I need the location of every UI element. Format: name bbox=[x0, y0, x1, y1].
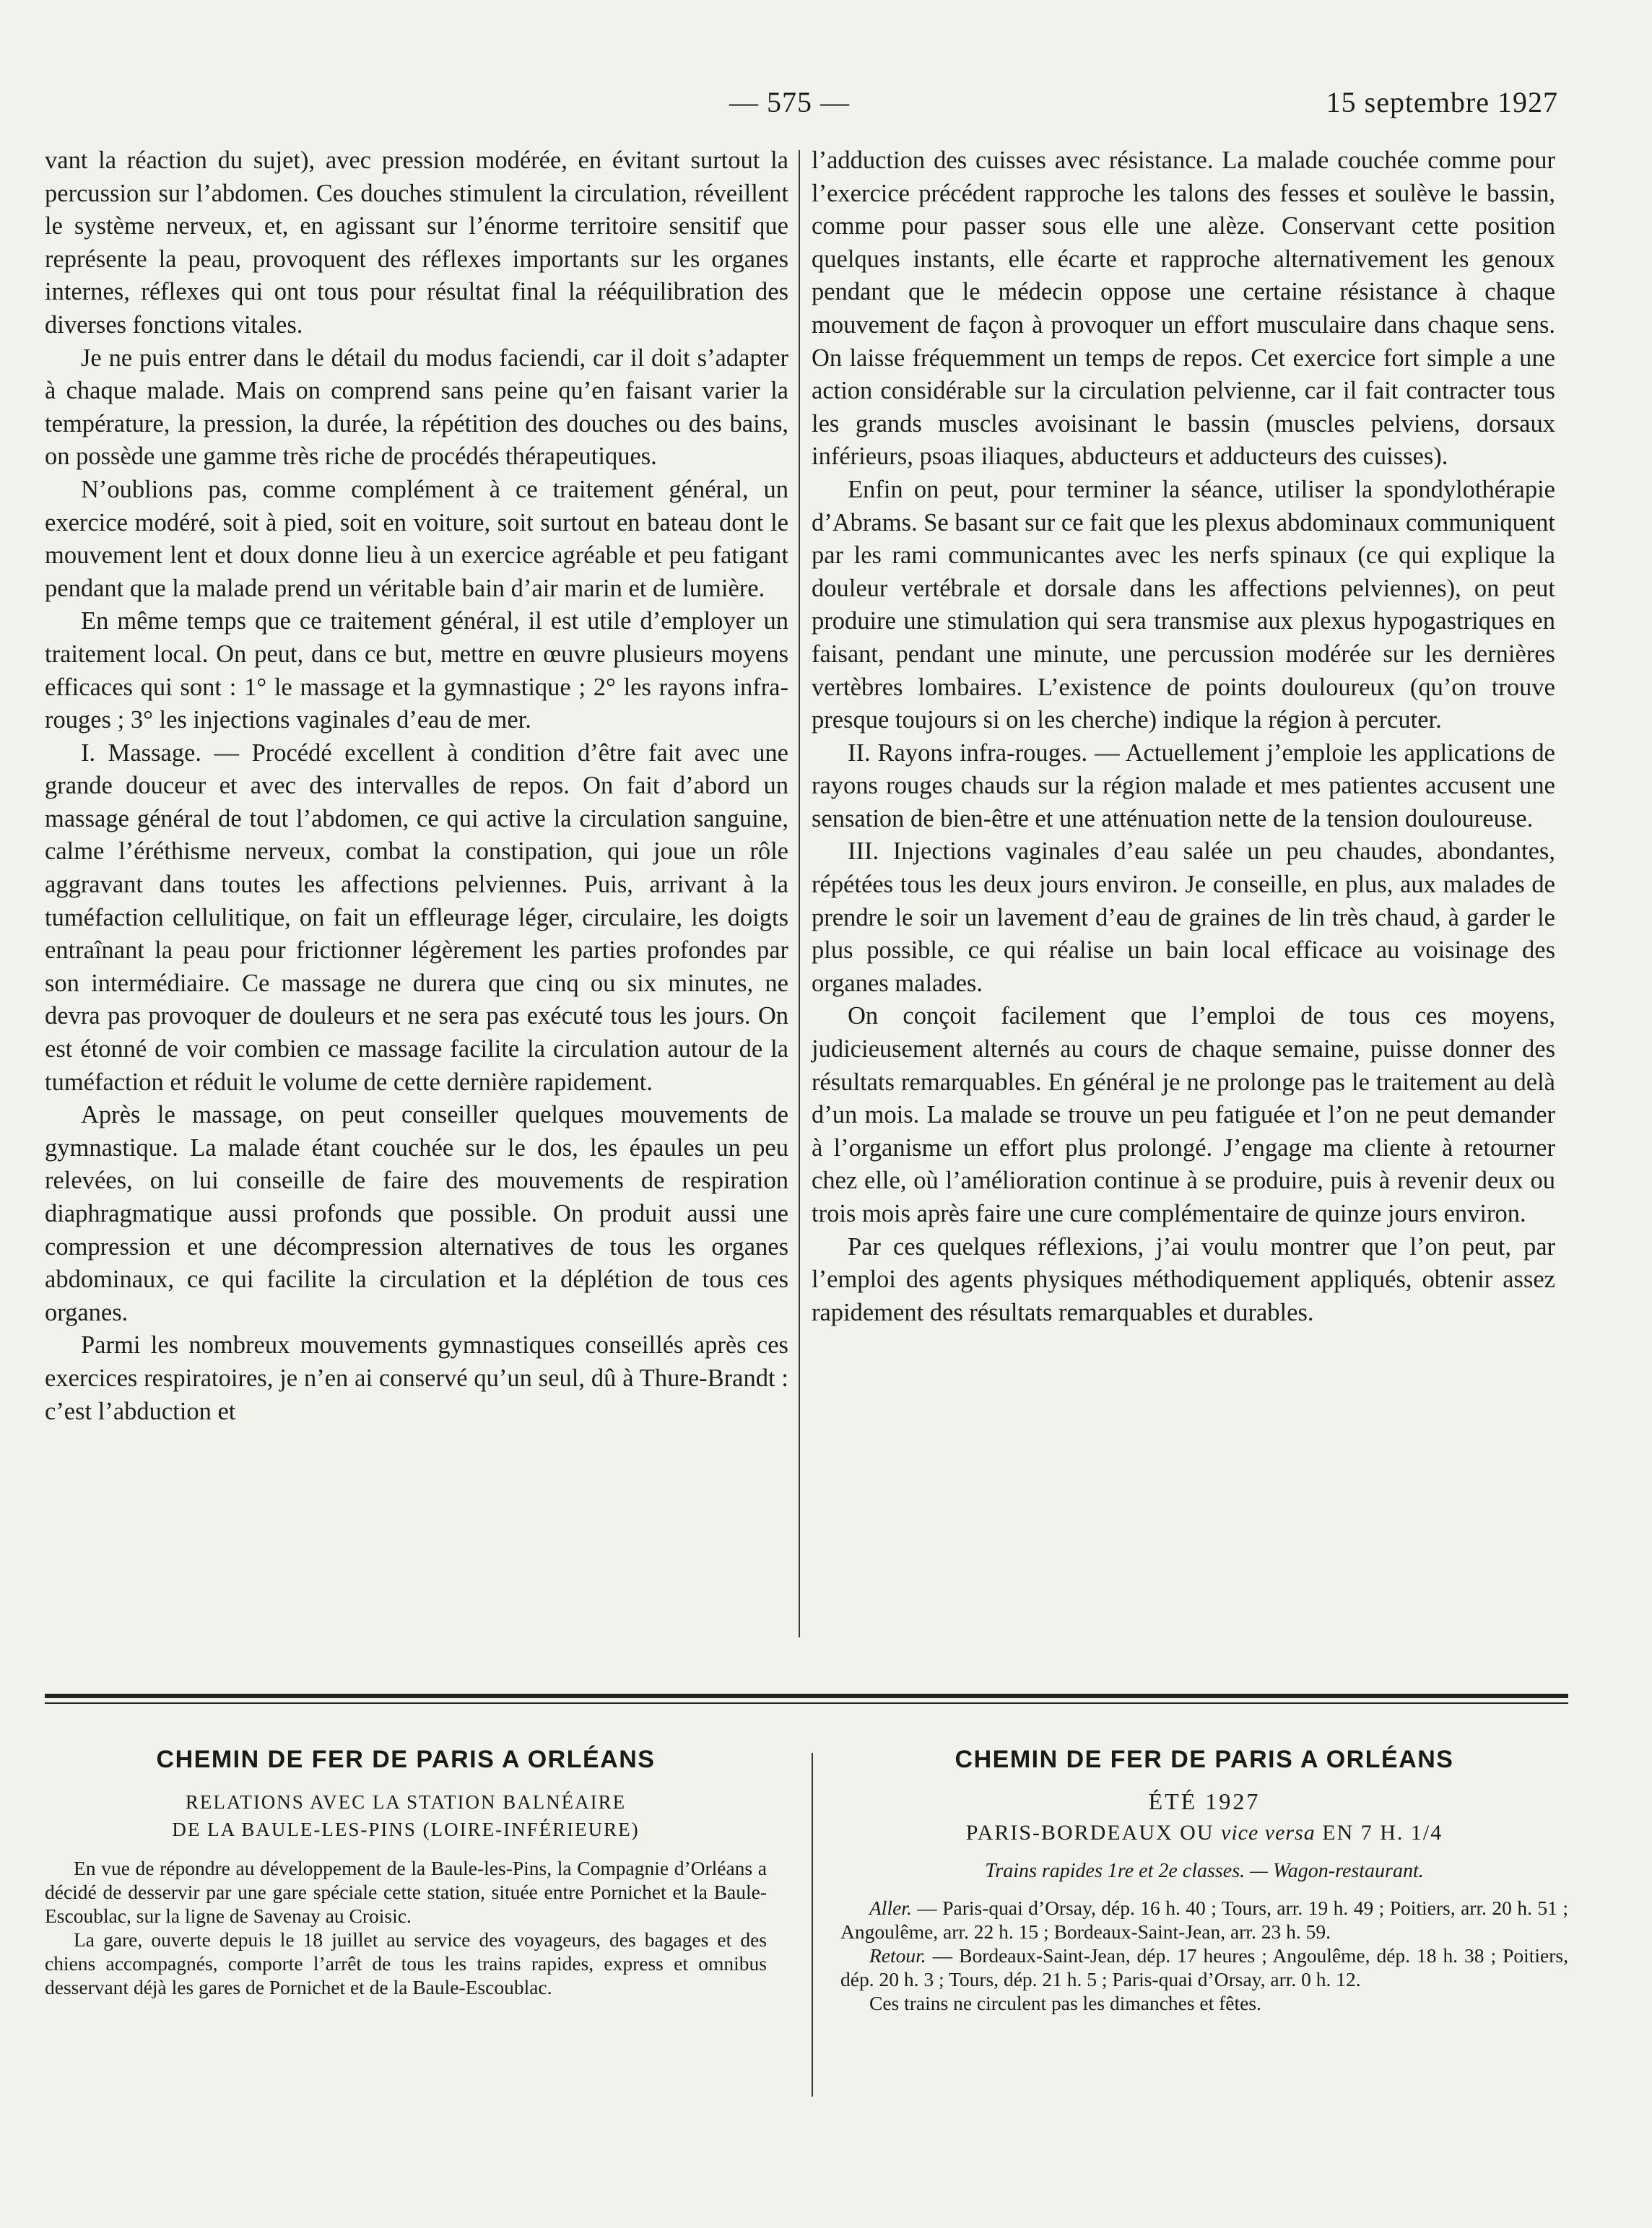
notice-subtitle-line-2: DE LA BAULE-LES-PINS (LOIRE-INFÉRIEURE) bbox=[172, 1819, 640, 1840]
paragraph: Enfin on peut, pour terminer la séance, utiliser la spondylothérapie d’Abrams. Se basant sur ce fait que les plexus abdominaux communiquent par les rami communicantes avec les nerfs spinaux (ce qui explique la douleur vertébrale et dorsale dans les affections pelviennes), on peut produire une stimulation qui sera transmise aux plexus hypogastriques en faisant, pendant une minute, une percussion modérée sur les dernières vertèbres lombaires. L’existence de points douloureux (qu’on trouve presque toujours si on les cherche) indique la région à percuter. bbox=[812, 475, 1555, 734]
route-part: EN 7 H. 1/4 bbox=[1322, 1821, 1443, 1845]
article-column-left bbox=[45, 144, 788, 1428]
paragraph: En même temps que ce traitement général, il est utile d’employer un traitement local. On peut, dans ce but, mettre en œuvre plusieurs moyens efficaces qui sont : 1° le massage et la gymnastique ; 2° les rayons infra-rouges ; 3° les injections vaginales d’eau de mer. bbox=[45, 607, 788, 734]
paragraph-massage: I. Massage. — Procédé excellent à condition d’être fait avec une grande douceur et avec des intervalles de repos. On fait d’abord un massage général de tout l’abdomen, ce qui active la circulation sanguine, calme l’éréthisme nerveux, combat la constipation, qui joue un rôle aggravant dans toutes les affections pelviennes. Puis, arrivant à la tuméfaction cellulitique, on fait un effleurage léger, circulaire, les doigts entraînant la peau pour frictionner légèrement les parties profondes par son intermédiaire. Ce massage ne durera que cinq ou six minutes, ne devra pas provoquer de douleurs et ne sera pas exécuté tous les jours. On est étonné de voir combien ce massage facilite la circulation autour de la tuméfaction et réduit le volume de cette dernière rapidement. bbox=[45, 739, 788, 1096]
page-header bbox=[0, 85, 1652, 129]
column-divider bbox=[799, 150, 800, 1637]
notice-subtitle bbox=[45, 1788, 767, 1843]
article-body bbox=[45, 144, 1568, 1646]
article-column-right bbox=[812, 144, 1555, 1329]
page-number: — 575 — bbox=[729, 86, 850, 118]
notice-paragraph: En vue de répondre au développement de la Baule-les-Pins, la Compagnie d’Orléans a décidé de desservir par une gare spéciale cette station, située entre Pornichet et la Baule-Escoublac, sur la ligne de Savenay au Croisic. bbox=[45, 1857, 767, 1927]
notice-trains: Trains rapides 1re et 2e classes. — Wagon-restaurant. bbox=[985, 1860, 1424, 1882]
paragraph: l’adduction des cuisses avec résistance. La malade couchée comme pour l’exercice précédent rapproche les talons des fesses et soulève le bassin, comme pour passer sous elle une alèze. Conservant cette position quelques instants, elle écarte et rapproche alternativement les genoux pendant que le médecin oppose une certaine résistance à chaque mouvement de façon à provoquer un effort musculaire dans chaque sens. On laisse fréquemment un temps de repos. Cet exercice fort simple a une action considérable sur la circulation pelvienne, car il fait contracter tous les grands muscles avoisinant le bassin (muscles pelviens, dorsaux inférieurs, psoas iliaques, abducteurs et adducteurs des cuisses). bbox=[812, 147, 1555, 471]
notice-note: Ces trains ne circulent pas les dimanches et fêtes. bbox=[869, 1992, 1261, 2014]
notice-route bbox=[840, 1821, 1568, 1845]
aller-times: — Paris-quai d’Orsay, dép. 16 h. 40 ; Tours, arr. 19 h. 49 ; Poitiers, arr. 20 h. 51 ; Angoulême, arr. 22 h. 15 ; Bordeaux-Saint-Jean, arr. 23 h. 59. bbox=[840, 1897, 1568, 1943]
paragraph-injections: III. Injections vaginales d’eau salée un peu chaudes, abondantes, répétées tous les deux jours environ. Je conseille, en plus, aux malades de prendre le soir un lavement d’eau de graines de lin très chaud, à garder le plus possible, ce qui réalise un bain local efficace au voisinage des organes malades. bbox=[812, 837, 1555, 997]
paragraph: vant la réaction du sujet), avec pression modérée, en évitant surtout la percussion sur l’abdomen. Ces douches stimulent la circulation, réveillent le système nerveux, et, en agissant sur l’énorme territoire sensitif que représente la peau, provoquent des réflexes importants sur les organes internes, réflexes qui ont tous pour résultat final la rééquilibration des diverses fonctions vitales. bbox=[45, 147, 788, 339]
aller-label: Aller. bbox=[869, 1897, 912, 1919]
notice-subtitle-line-1: RELATIONS AVEC LA STATION BALNÉAIRE bbox=[185, 1791, 627, 1813]
notice-aller bbox=[840, 1896, 1568, 1944]
railway-notice-baule bbox=[45, 1746, 767, 1999]
notice-title: CHEMIN DE FER DE PARIS A ORLÉANS bbox=[955, 1746, 1454, 1773]
paragraph: Après le massage, on peut conseiller quelques mouvements de gymnastique. La malade étant couchée sur le dos, les épaules un peu relevées, on lui conseille de faire des mouvements de respiration diaphragmatique aussi profonds que possible. On produit aussi une compression et une décompression alternatives de tous les organes abdominaux, ce qui facilite la circulation et la déplétion de tous ces organes. bbox=[45, 1101, 788, 1326]
paragraph-infrared: II. Rayons infra-rouges. — Actuellement j’emploie les applications de rayons rouges chauds sur la région malade et mes patientes accusent une sensation de bien-être et une atténuation nette de la tension douloureuse. bbox=[812, 739, 1555, 832]
notice-divider bbox=[812, 1753, 813, 2097]
notice-paragraph: La gare, ouverte depuis le 18 juillet au service des voyageurs, des bagages et des chiens accompagnés, comporte l’arrêt de tous les trains rapides, express et omnibus desservant déjà les gares de Pornichet et de la Baule-Escoublac. bbox=[45, 1928, 767, 1998]
page-date: 15 septembre 1927 bbox=[1326, 86, 1558, 118]
route-part: PARIS-BORDEAUX OU bbox=[965, 1821, 1214, 1845]
notice-retour bbox=[840, 1944, 1568, 1991]
paragraph: On conçoit facilement que l’emploi de tous ces moyens, judicieusement alternés au cours de chaque semaine, puisse donner des résultats remarquables. En général je ne prolonge pas le traitement au delà d’un mois. La malade se trouve un peu fatiguée et l’on ne peut demander à l’organisme un effort plus prolongé. J’engage ma cliente à retourner chez elle, où l’amélioration continue à se produire, puis à revenir deux ou trois mois après faire une cure complémentaire de quinze jours environ. bbox=[812, 1002, 1555, 1227]
section-divider-thick bbox=[45, 1694, 1568, 1698]
section-divider-thin bbox=[45, 1702, 1568, 1704]
railway-notice-bordeaux bbox=[840, 1746, 1568, 2015]
notice-season: ÉTÉ 1927 bbox=[1148, 1788, 1261, 1814]
route-part: vice versa bbox=[1221, 1821, 1316, 1845]
paragraph: Je ne puis entrer dans le détail du modus faciendi, car il doit s’adapter à chaque malade. Mais on comprend sans peine qu’en faisant varier la température, la pression, la durée, la répétition des douches ou des bains, on possède une gamme très riche de procédés thérapeutiques. bbox=[45, 344, 788, 471]
notice-title: CHEMIN DE FER DE PARIS A ORLÉANS bbox=[156, 1746, 656, 1773]
paragraph-conclusion: Par ces quelques réflexions, j’ai voulu montrer que l’on peut, par l’emploi des agents physiques méthodiquement appliqués, obtenir assez rapidement des résultats remarquables et durables. bbox=[812, 1232, 1555, 1326]
paragraph: Parmi les nombreux mouvements gymnastiques conseillés après ces exercices respiratoires, je n’en ai conservé qu’un seul, dû à Thure-Brandt : c’est l’abduction et bbox=[45, 1331, 788, 1425]
retour-times: — Bordeaux-Saint-Jean, dép. 17 heures ; Angoulême, dép. 18 h. 38 ; Poitiers, dép. 20 h. 3 ; Tours, dép. 21 h. 5 ; Paris-quai d’Orsay, arr. 0 h. 12. bbox=[840, 1944, 1568, 1990]
paragraph: N’oublions pas, comme complément à ce traitement général, un exercice modéré, soit à pied, soit en voiture, soit surtout en bateau dont le mouvement lent et doux donne lieu à un exercice agréable et peu fatigant pendant que la malade prend un véritable bain d’air marin et de lumière. bbox=[45, 475, 788, 602]
retour-label: Retour. bbox=[869, 1944, 926, 1967]
